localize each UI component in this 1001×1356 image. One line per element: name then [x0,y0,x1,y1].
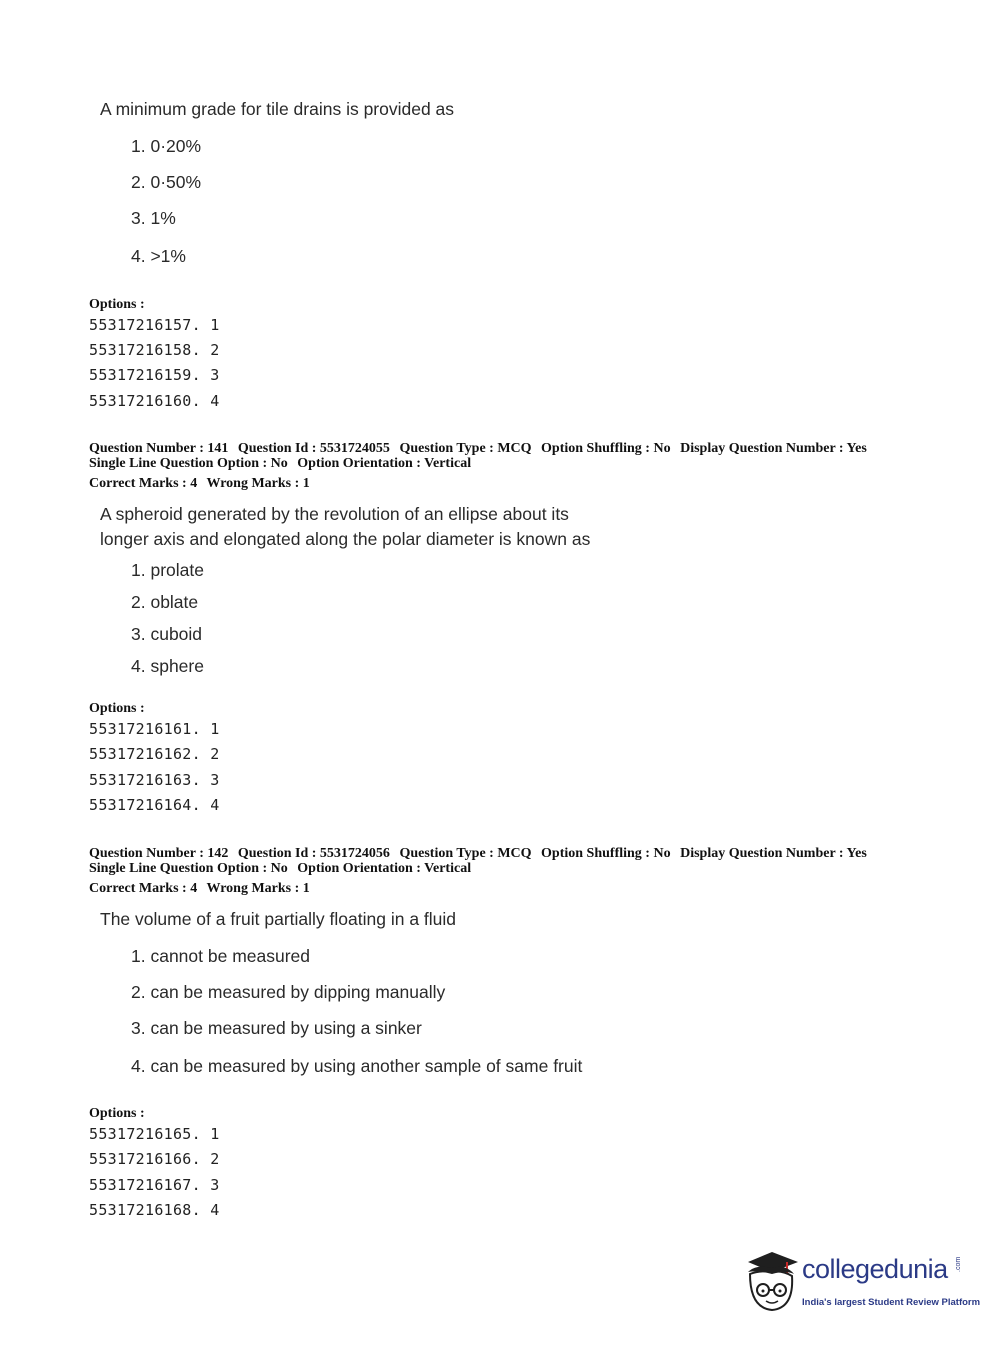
question-141-meta-line-1 [89,441,873,456]
correct-marks: Correct Marks : 4 [89,881,198,896]
mascot-icon [742,1248,802,1318]
question-140-text: A minimum grade for tile drains is provided as [100,99,455,119]
option-code: 55317216161. 1 [89,720,220,738]
option-code: 55317216162. 2 [89,745,220,763]
logo-wordmark: collegedunia [802,1254,948,1284]
question-142-choice-1: 1. cannot be measured [131,946,311,966]
question-141-choice-3: 3. cuboid [131,624,203,644]
option-code: 55317216168. 4 [89,1201,220,1219]
question-142-text: The volume of a fruit partially floating in a fluid [100,909,457,929]
question-141-choice-1: 1. prolate [131,560,204,580]
question-142-choice-4: 4. can be measured by using another sample of same fruit [131,1056,583,1076]
options-label: Options : [89,297,145,312]
wrong-marks: Wrong Marks : 1 [206,476,310,491]
question-140-choice-2: 2. 0·50% [131,172,202,192]
question-number: Question Number : 141 [89,441,229,456]
question-id: Question Id : 5531724056 [237,846,390,861]
question-type: Question Type : MCQ [399,846,532,861]
option-orientation: Option Orientation : Vertical [297,861,472,876]
question-142-meta-line-1 [89,846,873,861]
question-142-marks [89,881,316,896]
display-question-number: Display Question Number : Yes [680,846,867,861]
question-141-choice-4: 4. sphere [131,656,204,676]
logo-suffix: .com [955,1256,962,1272]
correct-marks: Correct Marks : 4 [89,476,198,491]
options-label: Options : [89,701,145,716]
option-code: 55317216160. 4 [89,392,220,410]
option-code: 55317216163. 3 [89,771,220,789]
question-141-marks [89,476,316,491]
question-type: Question Type : MCQ [399,441,532,456]
question-141-text-line-1: A spheroid generated by the revolution of an ellipse about its [100,504,569,524]
question-id: Question Id : 5531724055 [237,441,390,456]
option-code: 55317216159. 3 [89,366,220,384]
option-orientation: Option Orientation : Vertical [297,456,472,471]
question-142-choice-3: 3. can be measured by using a sinker [131,1018,422,1038]
question-140-choice-4: 4. >1% [131,246,186,266]
option-code: 55317216166. 2 [89,1150,220,1168]
question-142-choice-2: 2. can be measured by dipping manually [131,982,446,1002]
option-code: 55317216164. 4 [89,796,220,814]
option-code: 55317216167. 3 [89,1176,220,1194]
option-code: 55317216157. 1 [89,316,220,334]
question-140-choice-1: 1. 0·20% [131,136,202,156]
question-number: Question Number : 142 [89,846,229,861]
options-label: Options : [89,1106,145,1121]
option-code: 55317216158. 2 [89,341,220,359]
logo-tagline: India's largest Student Review Platform [802,1297,981,1308]
single-line-question-option: Single Line Question Option : No [89,456,288,471]
option-code: 55317216165. 1 [89,1125,220,1143]
collegedunia-logo [742,1248,981,1318]
question-142-meta-line-2 [89,861,477,876]
question-140-choice-3: 3. 1% [131,208,176,228]
display-question-number: Display Question Number : Yes [680,441,867,456]
option-shuffling: Option Shuffling : No [541,441,671,456]
question-141-meta-line-2 [89,456,477,471]
wrong-marks: Wrong Marks : 1 [206,881,310,896]
single-line-question-option: Single Line Question Option : No [89,861,288,876]
option-shuffling: Option Shuffling : No [541,846,671,861]
question-141-choice-2: 2. oblate [131,592,199,612]
question-141-text-line-2: longer axis and elongated along the polar diameter is known as [100,529,591,549]
